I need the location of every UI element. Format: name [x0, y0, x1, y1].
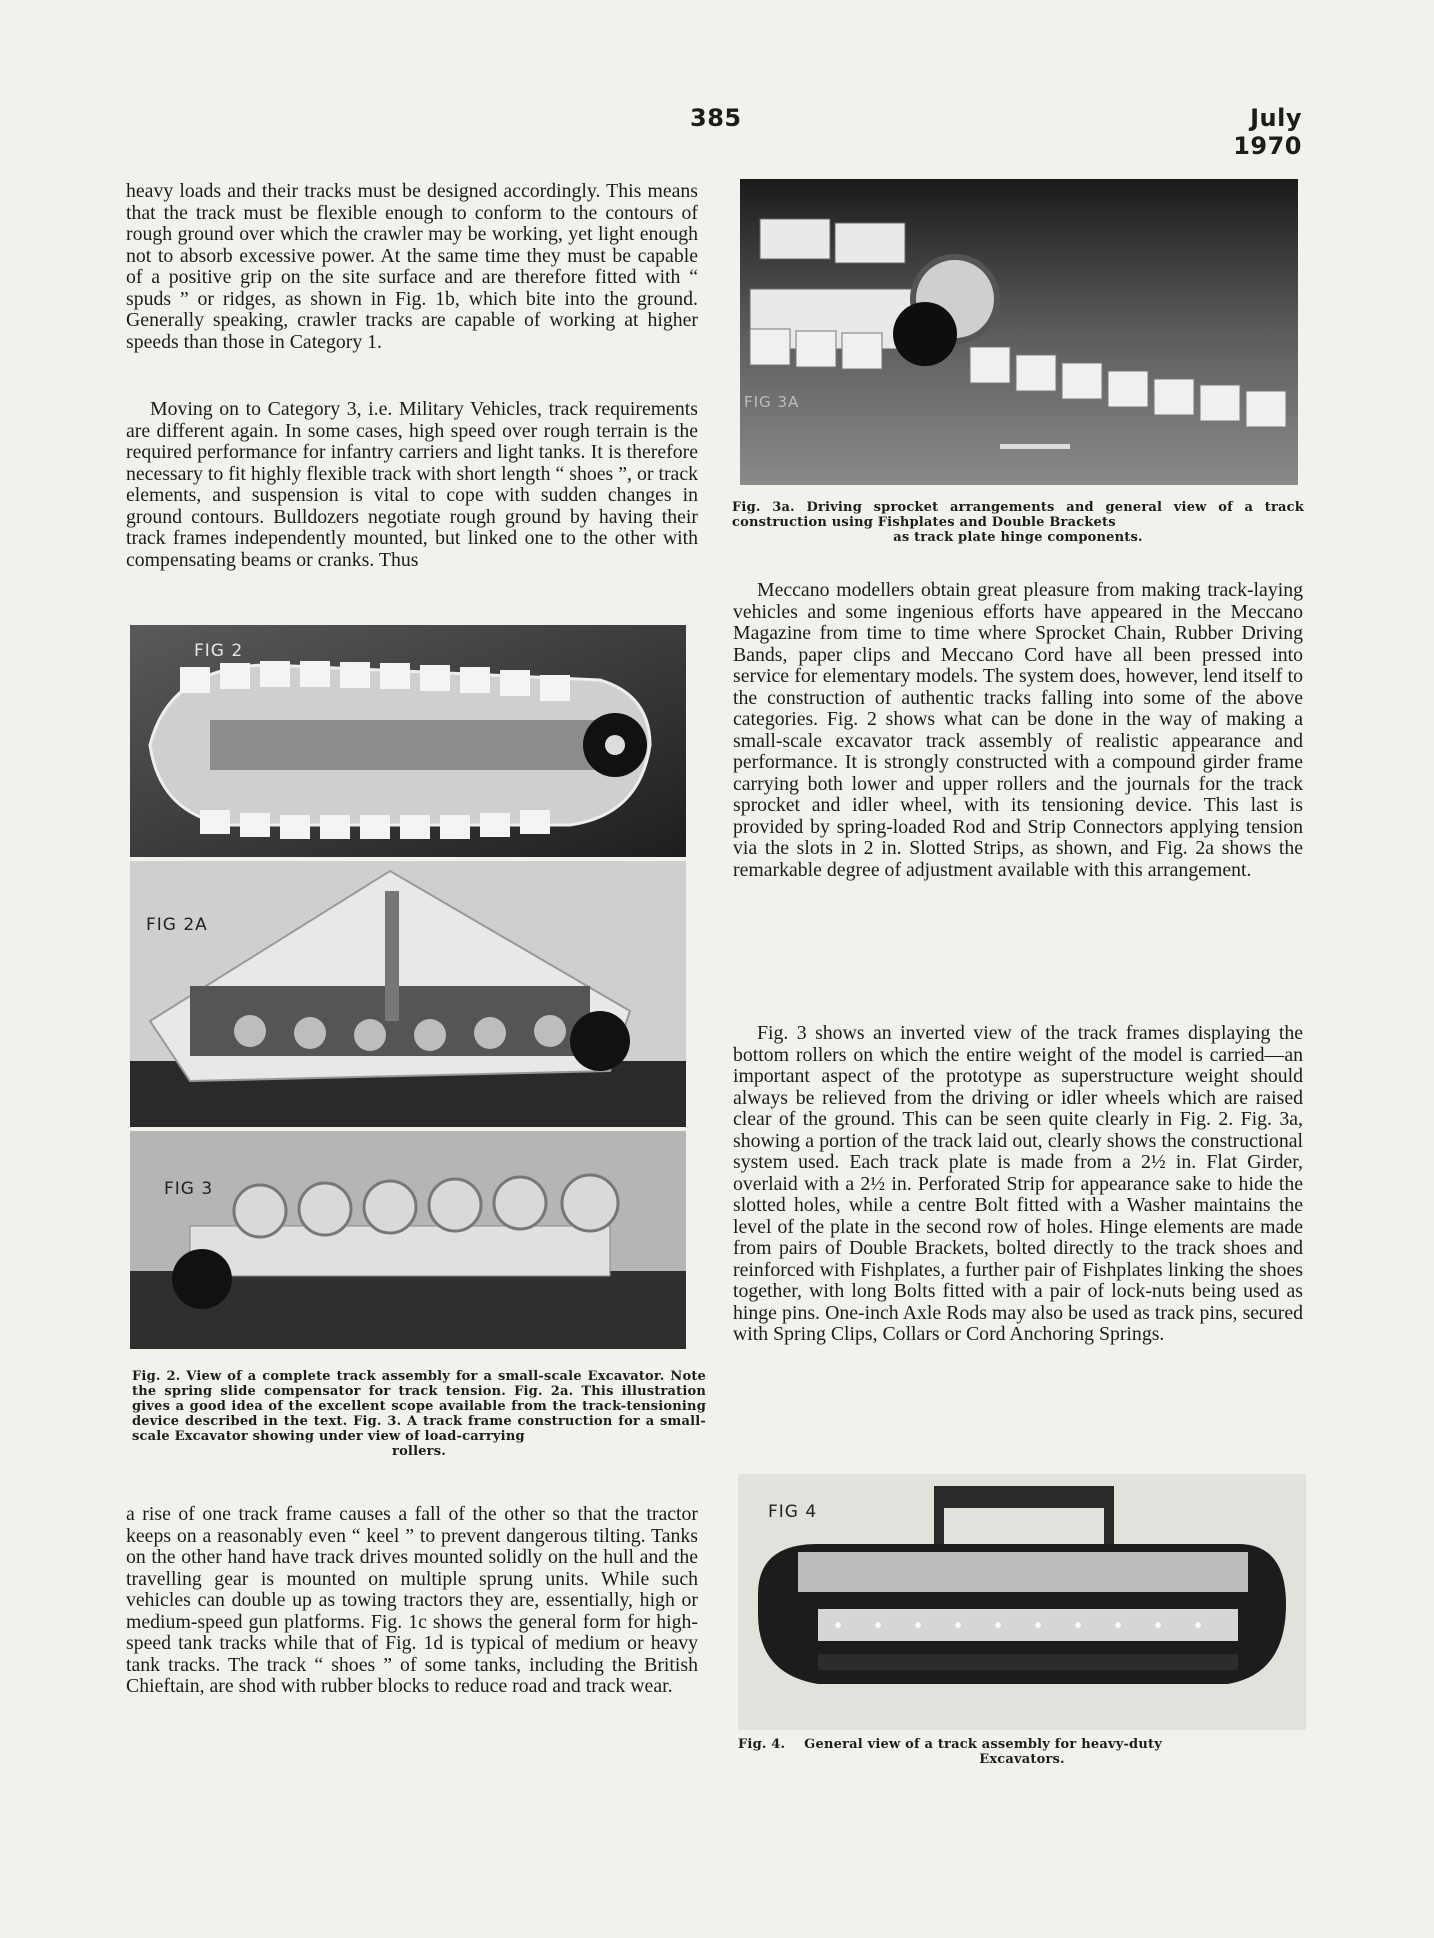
- fig4-caption-last: Excavators.: [979, 1752, 1065, 1767]
- fig3a-label: FIG 3A: [744, 393, 800, 411]
- right-paragraph-2: Fig. 3 shows an inverted view of the track frames displaying the bottom rollers on which the entire weight of the model is carried—an important aspect of the prototype as superstructure weight should always be relieved from the driving or idler wheels which are raised clear of the ground. This can be seen quite clearly in Fig. 2. Fig. 3a, showing a portion of the track laid out, clearly shows the constructional system used. Each track plate is made from a 2½ in. Flat Girder, overlaid with a 2½ in. Perforated Strip for appearance sake to hide the slotted holes, while a centre Bolt fitted with a Washer maintains the level of the plate in the second row of holes. Hinge elements are made from pairs of Double Brackets, bolted directly to the track shoes and reinforced with Fishplates, a further pair of Fishplates linking the shoes together, with long Bolts fitted with a pair of lock-nuts being used as hinge pins. One-inch Axle Rods may also be used as track pins, secured with Spring Clips, Collars or Cord Anchoring Springs.: [733, 1022, 1303, 1345]
- right-paragraph-1: Meccano modellers obtain great pleasure from making track-laying vehicles and some ingenious efforts have appeared in the Meccano Magazine from time to time where Sprocket Chain, Rubber Driving Bands, paper clips and Meccano Cord have all been pressed into service for elementary models. The system does, however, lend itself to the construction of authentic tracks falling into some of the above categories. Fig. 2 shows what can be done in the way of making a small-scale excavator track assembly of realistic appearance and performance. It is strongly constructed with a compound girder frame carrying both lower and upper rollers and the journals for the track sprocket and idler wheel, with its tensioning device. This last is provided by spring-loaded Rod and Strip Connectors applying tension via the slots in 2 in. Slotted Strips, as shown, and Fig. 2a shows the remarkable degree of adjustment available with this arrangement.: [733, 579, 1303, 881]
- page-number: 385: [690, 104, 742, 132]
- fig3a-caption-text: Fig. 3a. Driving sprocket arrangements and general view of a track construction using Fishplates and Double Brackets: [732, 500, 1304, 530]
- left-paragraph-1: heavy loads and their tracks must be designed accordingly. This means that the track must be flexible enough to conform to the contours of rough ground over which the crawler may be working, yet light enough not to absorb excessive power. At the same time they must be capable of a positive grip on the site surface and are therefore fitted with “ spuds ” or ridges, as shown in Fig. 1b, which bite into the ground. Generally speaking, crawler tracks are capable of working at higher speeds than those in Category 1.: [126, 180, 698, 353]
- fig2-caption-last: rollers.: [392, 1444, 446, 1459]
- fig3-photo: [130, 1131, 686, 1349]
- fig3a-caption-last: as track plate hinge components.: [893, 530, 1143, 545]
- fig2a-photo: [130, 861, 686, 1127]
- fig4-caption-text: Fig. 4. General view of a track assembly for heavy-duty: [738, 1737, 1162, 1752]
- left-paragraph-3: a rise of one track frame causes a fall of the other so that the tractor keeps on a reasonably even “ keel ” to prevent dangerous tilting. Tanks on the other hand have track drives mounted solidly on the hull and the travelling gear is mounted on multiple sprung units. While such vehicles can double up as towing tractors they are, essentially, high or medium-speed gun platforms. Fig. 1c shows the general form for high-speed tank tracks while that of Fig. 1d is typical of medium or heavy tank tracks. The track “ shoes ” of some tanks, including the British Chieftain, are shod with rubber blocks to reduce road and track wear.: [126, 1503, 698, 1697]
- fig4-photo: [738, 1474, 1306, 1730]
- fig2-label: FIG 2: [194, 641, 244, 661]
- issue-date: July 1970: [1233, 104, 1302, 160]
- fig4-label: FIG 4: [768, 1502, 818, 1522]
- fig2-caption-text: Fig. 2. View of a complete track assembly for a small-scale Excavator. Note the spring slide compensator for track tension. Fig. 2a. This illustration gives a good idea of the excellent scope available from the track-tensioning device described in the text. Fig. 3. A track frame construction for a small-scale Excavator showing under view of load-carrying: [132, 1369, 706, 1444]
- fig2a-label: FIG 2A: [146, 915, 208, 935]
- fig3a-caption: [732, 500, 1304, 545]
- fig4-caption: [738, 1737, 1306, 1767]
- left-paragraph-2: Moving on to Category 3, i.e. Military Vehicles, track requirements are different again. In some cases, high speed over rough terrain is the required performance for infantry carriers and light tanks. It is therefore necessary to fit highly flexible track with short length “ shoes ”, or track elements, and suspension is vital to cope with sudden changes in ground contours. Bulldozers negotiate rough ground by having their track frames independently mounted, but linked one to the other with compensating beams or cranks. Thus: [126, 398, 698, 571]
- fig2-photo: [130, 625, 686, 857]
- fig3a-photo: [740, 179, 1298, 485]
- fig2-caption: [132, 1369, 706, 1459]
- fig3-label: FIG 3: [164, 1179, 214, 1199]
